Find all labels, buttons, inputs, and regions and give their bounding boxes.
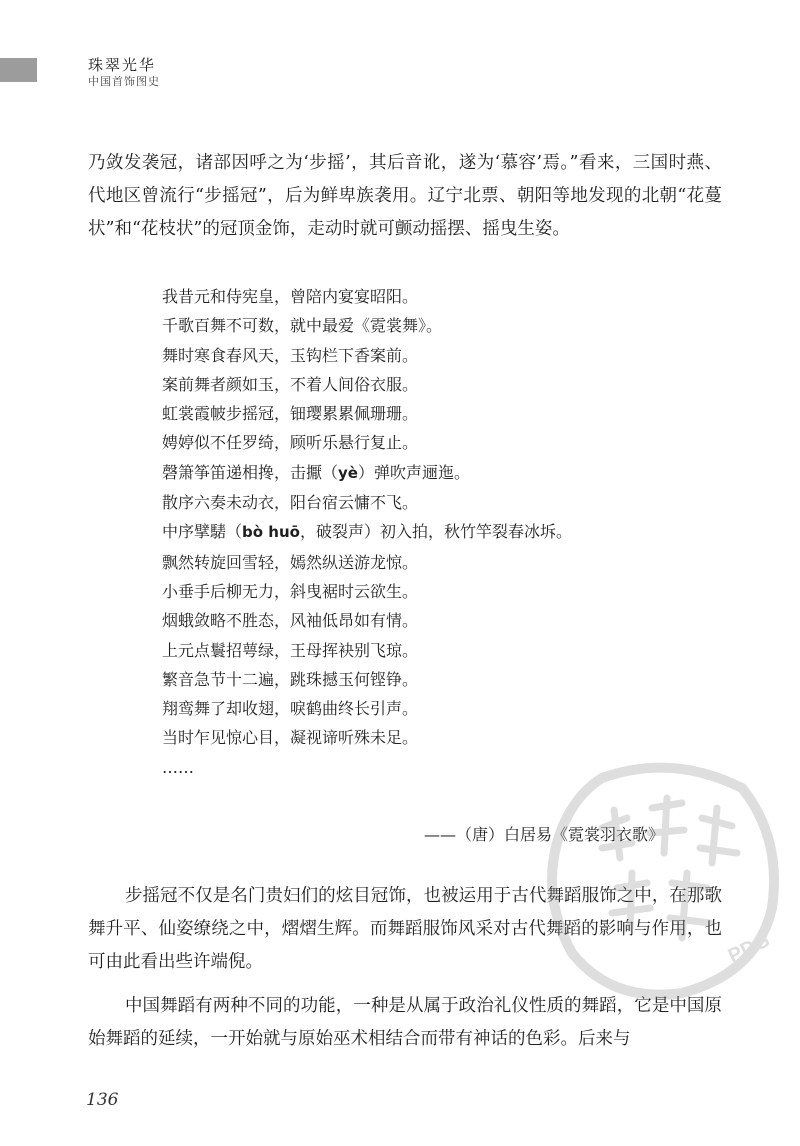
poem-line-1: 我昔元和侍宪皇，曾陪内宴宴昭阳。: [162, 287, 419, 306]
poem-line-11: 小垂手后柳无力，斜曳裾时云欲生。: [162, 581, 419, 601]
poem-line-2: 千歌百舞不可数，就中最爱《霓裳舞》。: [162, 316, 443, 336]
poem-line-12: 烟蛾敛略不胜态，风袖低昂如有情。: [162, 611, 419, 631]
poem-line-16: 当时乍见惊心目，凝视谛听殊未足。: [162, 728, 419, 748]
poem-line-7: [162, 458, 682, 488]
poem-attribution: ——（唐）白居易《霓裳羽衣歌》: [424, 825, 665, 844]
poem: [162, 282, 682, 782]
book-subtitle: 中国首饰图史: [88, 75, 160, 88]
poem-line-9-start: 中序擘騞（: [162, 522, 243, 542]
header-bar: [0, 58, 37, 82]
poem-line-9: [162, 517, 682, 547]
watermark-text: PDG: [724, 929, 774, 968]
poem-line-7-start: 磬箫筝笛递相搀，击擫（: [162, 462, 339, 482]
paragraph-1: 乃敛发袭冠，诸部因呼之为‘步摇’，其后音讹，遂为‘慕容’焉。”看来，三国时燕、代地区曾流行“步摇冠”，后为鲜卑族袭用。辽宁北票、朝阳等地发现的北朝“花蔓状”和“花枝状”的冠顶金饰，走动时就可颤动摇摆、摇曳生姿。: [88, 153, 722, 239]
book-title: 珠翠光华: [88, 56, 157, 74]
watermark-seal-strokes: [602, 798, 737, 938]
watermark-seal-icon: [532, 748, 794, 1010]
pinyin-ye: yè: [338, 463, 358, 482]
poem-ellipsis: ……: [162, 757, 194, 777]
poem-line-6: 娉婷似不任罗绮，顾听乐悬行复止。: [162, 433, 419, 453]
poem-line-10: 飘然转旋回雪轻，嫣然纵送游龙惊。: [162, 552, 419, 572]
poem-line-8: 散序六奏未动衣，阳台宿云慵不飞。: [162, 493, 419, 513]
poem-line-13: 上元点鬟招萼绿，王母挥袂别飞琼。: [162, 640, 419, 660]
paragraph-2: 步摇冠不仅是名门贵妇们的炫目冠饰，也被运用于古代舞蹈服饰之中，在那歌舞升平、仙姿缭绕之中，熠熠生辉。而舞蹈服饰风采对古代舞蹈的影响与作用，也可由此看出些许端倪。: [88, 886, 722, 972]
poem-line-9-end: ，破裂声）初入拍，秋竹竿裂春冰坼。: [299, 522, 572, 542]
poem-line-4: 案前舞者颜如玉，不着人间俗衣服。: [162, 374, 419, 394]
poem-line-3: 舞时寒食春风天，玉钩栏下香案前。: [162, 345, 419, 365]
pinyin-bohuo: bò huō: [242, 523, 300, 542]
poem-line-15: 翔鸾舞了却收翅，唳鹤曲终长引声。: [162, 699, 419, 719]
poem-line-14: 繁音急节十二遍，跳珠撼玉何铿铮。: [162, 669, 419, 689]
page-number: 136: [86, 1090, 119, 1110]
paragraph-3: 中国舞蹈有两种不同的功能，一种是从属于政治礼仪性质的舞蹈，它是中国原始舞蹈的延续，一开始就与原始巫术相结合而带有神话的色彩。后来与: [88, 996, 722, 1049]
poem-line-7-end: ）弹吹声逦迤。: [357, 462, 470, 482]
poem-line-5: 虹裳霞帔步摇冠，钿璎累累佩珊珊。: [162, 404, 419, 424]
